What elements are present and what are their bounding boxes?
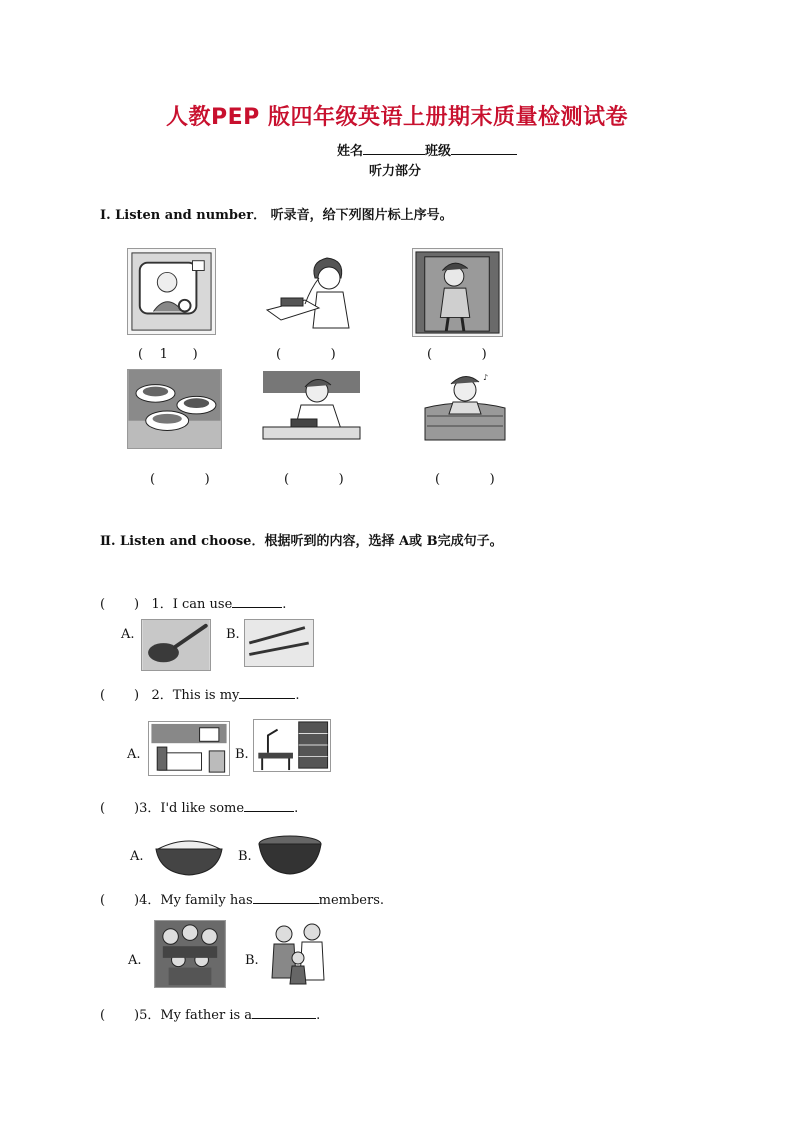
name-label: 姓名: [337, 144, 364, 159]
q1-blank[interactable]: [232, 597, 282, 608]
chopsticks-icon: [244, 619, 314, 667]
svg-text:♪: ♪: [483, 373, 489, 382]
class-blank[interactable]: [451, 144, 517, 155]
name-class-line: [337, 140, 517, 159]
small-family-icon: [266, 920, 330, 988]
dishes-icon: [127, 369, 222, 449]
spoon-icon: [141, 619, 211, 671]
q2-option-a: A.: [127, 747, 141, 762]
answer-paren-3[interactable]: ( ): [427, 347, 487, 362]
answer-paren-4[interactable]: ( ): [150, 472, 210, 487]
bedroom-icon: [148, 721, 230, 776]
question-5: ( )5．My father is a .: [100, 1008, 321, 1023]
q4-blank[interactable]: [253, 893, 319, 904]
class-label: 班级: [425, 144, 452, 159]
q1-option-b: B.: [226, 627, 240, 642]
question-2: ( ) 2．This is my .: [100, 688, 300, 703]
q2-blank[interactable]: [239, 688, 295, 699]
girl-at-door-icon: [412, 248, 503, 337]
q5-blank[interactable]: [252, 1008, 316, 1019]
q4-option-a: A.: [128, 953, 142, 968]
telephone-man-icon: [265, 248, 362, 335]
q2-option-b: B.: [235, 747, 249, 762]
page-title: 人教PEP 版四年级英语上册期末质量检测试卷: [166, 105, 628, 130]
answer-paren-6[interactable]: ( ): [435, 472, 495, 487]
q1-option-a: A.: [121, 627, 135, 642]
answer-paren-5[interactable]: ( ): [284, 472, 344, 487]
question-1: ( ) 1．I can use .: [100, 597, 287, 612]
part1-heading: Ⅰ. Listen and number． 听录音，给下列图片标上序号。: [100, 208, 453, 223]
girl-cooking-icon: [261, 369, 362, 441]
girl-in-bed-icon: [421, 368, 509, 442]
rice-bowl-icon: [152, 829, 226, 877]
bus-driver-icon: [127, 248, 216, 335]
answer-paren-1[interactable]: ( 1 ): [138, 347, 198, 362]
question-4: ( )4．My family has members.: [100, 893, 385, 908]
big-family-icon: [154, 920, 226, 988]
answer-1: 1: [159, 347, 168, 362]
study-icon: [253, 719, 331, 772]
noodle-bowl-icon: [255, 830, 325, 876]
q3-blank[interactable]: [244, 801, 294, 812]
q4-option-b: B.: [245, 953, 259, 968]
q3-option-a: A.: [130, 849, 144, 864]
section-label: 听力部分: [369, 164, 422, 179]
question-3: ( )3．I'd like some .: [100, 801, 299, 816]
name-blank[interactable]: [363, 144, 425, 155]
part2-heading: Ⅱ. Listen and choose．根据听到的内容，选择 A或 B完成句子。: [100, 534, 503, 549]
answer-paren-2[interactable]: ( ): [276, 347, 336, 362]
q3-option-b: B.: [238, 849, 252, 864]
